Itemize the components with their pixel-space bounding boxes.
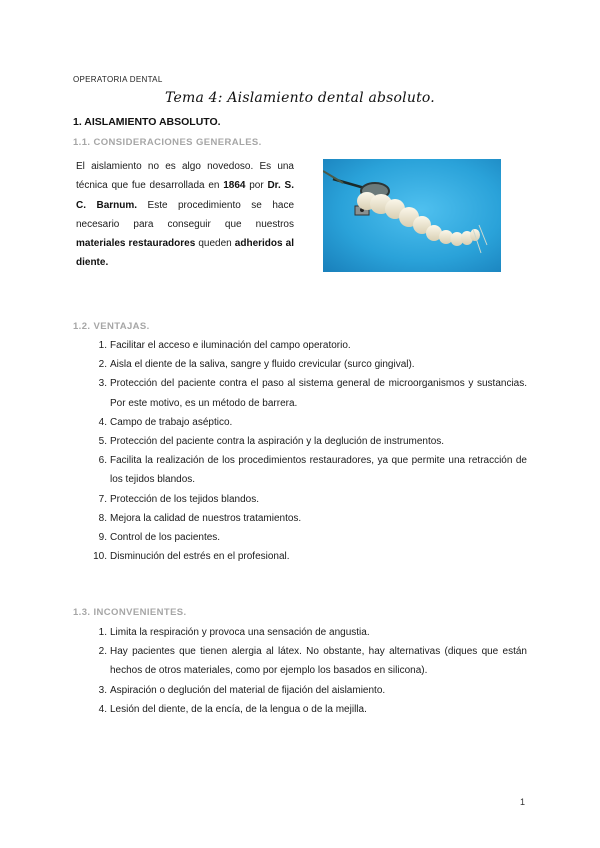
item-text: Mejora la calidad de nuestros tratamientos. — [110, 512, 302, 524]
running-header: OPERATORIA DENTAL — [73, 75, 163, 84]
list-item — [98, 509, 527, 528]
section-heading-aislamiento-absoluto: 1. AISLAMIENTO ABSOLUTO. — [73, 116, 221, 128]
rubber-dam-isolation-photo — [323, 159, 501, 272]
list-item — [98, 700, 527, 719]
item-number: 3. — [98, 684, 107, 696]
intro-bold-materiales: materiales restauradores — [76, 238, 196, 250]
intro-text-4: queden — [195, 238, 235, 250]
page-title: Tema 4: Aislamiento dental absoluto. — [165, 90, 435, 106]
inconvenientes-list — [98, 623, 527, 719]
item-text: Aisla el diente de la saliva, sangre y fluido crevicular (surco gingival). — [110, 359, 415, 371]
subheading-ventajas: 1.2. VENTAJAS. — [73, 321, 150, 332]
item-text: Aspiración o deglución del material de fijación del aislamiento. — [110, 684, 386, 696]
intro-year: 1864 — [223, 180, 246, 192]
item-number: 7. — [98, 493, 107, 505]
subheading-consideraciones-generales: 1.1. CONSIDERACIONES GENERALES. — [73, 137, 262, 148]
item-text: Limita la respiración y provoca una sensación de angustia. — [110, 627, 370, 638]
intro-text-2: por — [245, 180, 268, 192]
item-number: 5. — [98, 436, 107, 448]
list-item — [98, 490, 527, 509]
intro-paragraph — [76, 157, 294, 273]
intro-bold-adheridos: adheridos al diente. — [76, 238, 294, 269]
item-number: 2. — [98, 359, 107, 371]
subheading-inconvenientes: 1.3. INCONVENIENTES. — [73, 607, 187, 618]
intro-author: Dr. S. C. Barnum. — [76, 180, 294, 211]
list-item — [98, 642, 527, 680]
list-item — [93, 547, 527, 566]
list-item — [98, 623, 527, 642]
list-item — [98, 528, 527, 547]
item-text: Facilitar el acceso e iluminación del campo operatorio. — [110, 340, 351, 351]
intro-text-3: Este procedimiento se hace necesario para conseguir que nuestros — [76, 199, 295, 230]
list-item — [98, 413, 527, 432]
item-text: Lesión del diente, de la encía, de la lengua o de la mejilla. — [110, 703, 367, 715]
item-number: 3. — [98, 378, 107, 390]
list-item — [98, 355, 527, 374]
item-number: 4. — [98, 416, 107, 428]
item-text: Hay pacientes que tienen alergia al látex. No obstante, hay alternativas (diques que están hechos de otros materiales, como por ejemplo los basados en silicona). — [110, 646, 527, 677]
rubber-dam-photo — [323, 159, 501, 272]
item-number: 1. — [98, 627, 107, 638]
ventajas-list — [93, 336, 527, 566]
item-text: Disminución del estrés en el profesional. — [110, 551, 290, 563]
list-item — [98, 681, 527, 700]
item-text: Protección del paciente contra la aspiración y la deglución de instrumentos. — [110, 436, 445, 448]
page-number: 1 — [520, 797, 526, 807]
item-number: 8. — [98, 512, 107, 524]
item-text: Facilita la realización de los procedimientos restauradores, ya que permite una retracción de los tejidos blandos. — [110, 455, 527, 486]
item-number: 6. — [98, 455, 107, 467]
item-text: Campo de trabajo aséptico. — [110, 416, 233, 428]
item-number: 9. — [98, 532, 107, 544]
intro-text-1: El aislamiento no es algo novedoso. Es una técnica que fue desarrollada en — [76, 161, 294, 192]
item-text: Protección del paciente contra el paso al sistema general de microorganismos y sustancias. Por este motivo, es un método de barrera. — [110, 378, 527, 409]
list-item — [98, 336, 527, 355]
item-text: Protección de los tejidos blandos. — [110, 493, 259, 505]
item-text: Control de los pacientes. — [110, 532, 221, 544]
item-number: 10. — [93, 551, 107, 563]
item-number: 1. — [98, 340, 107, 351]
list-item — [98, 374, 527, 412]
list-item — [98, 451, 527, 489]
list-item — [98, 432, 527, 451]
item-number: 2. — [98, 646, 107, 658]
item-number: 4. — [98, 703, 107, 715]
